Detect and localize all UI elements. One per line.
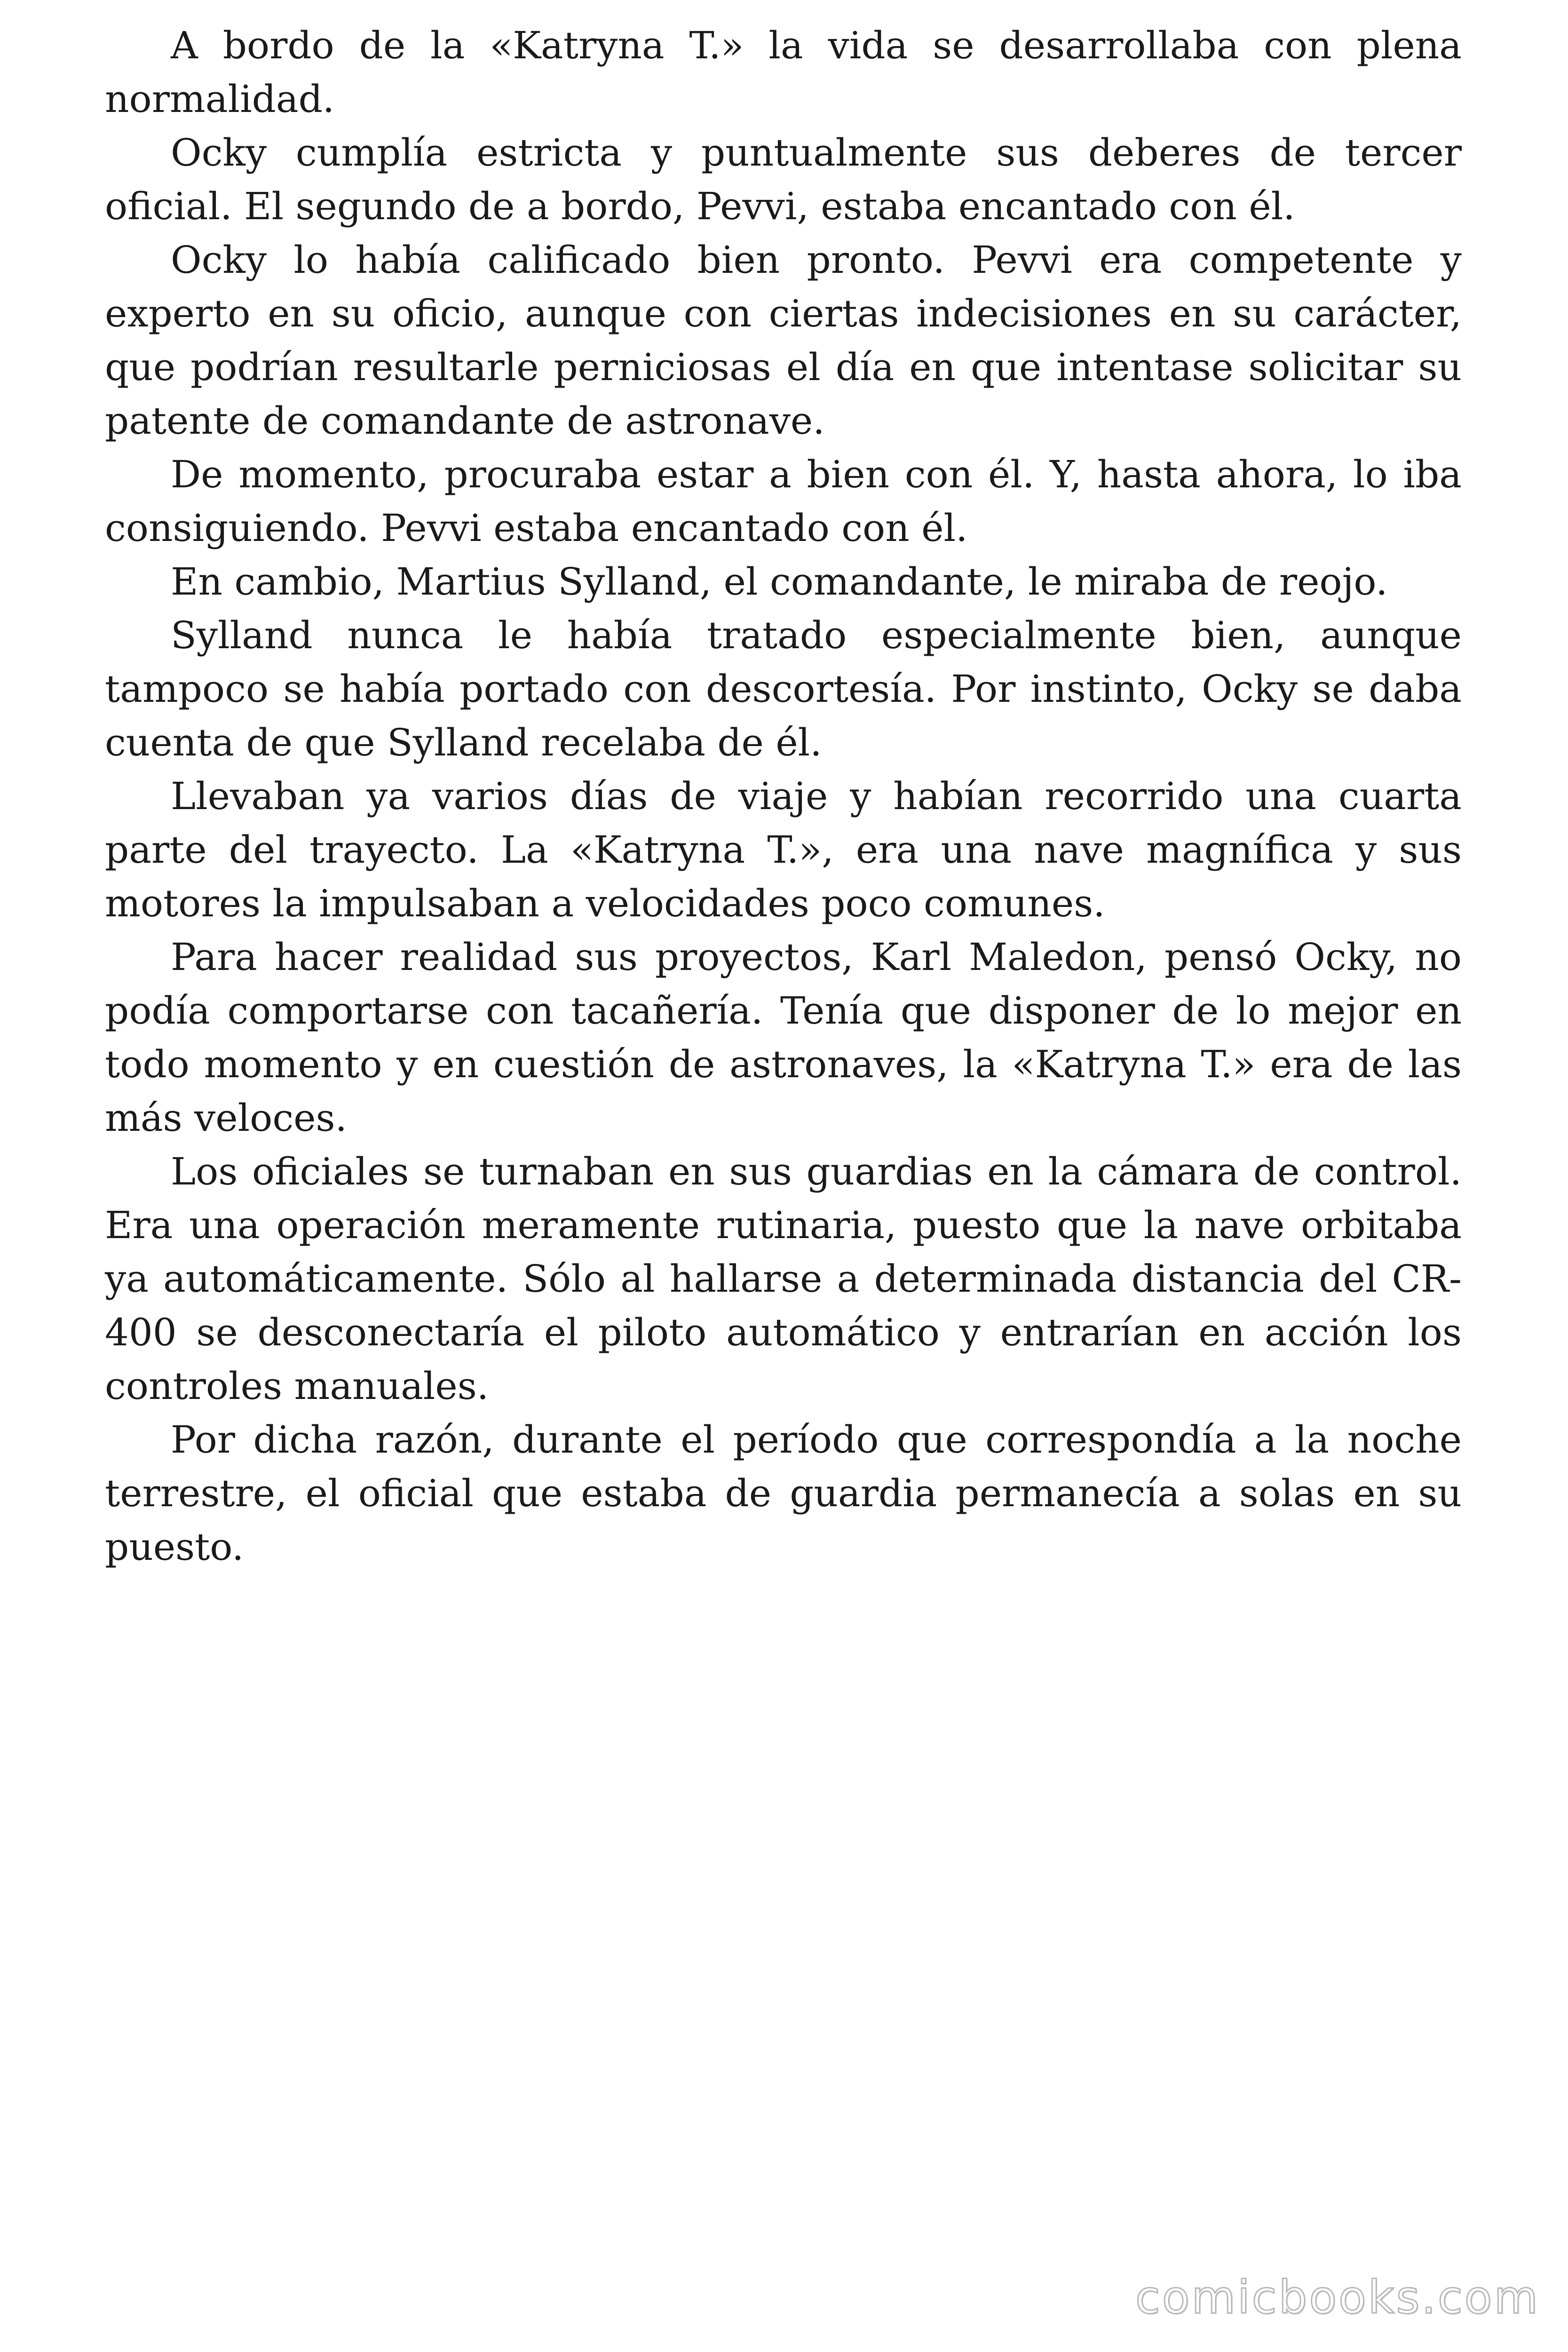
paragraph: Los oficiales se turnaban en sus guardias en la cámara de control. Era una operación meramente rutinaria, puesto que la nave orbitaba ya automáticamente. Sólo al hallarse a determinada distancia del CR-400 se desconectaría el piloto automático y entrarían en acción los controles manuales. — [105, 1150, 1462, 1408]
paragraph: Sylland nunca le había tratado especialmente bien, aunque tampoco se había portado con descortesía. Por instinto, Ocky se daba cuenta de que Sylland recelaba de él. — [105, 613, 1462, 764]
paragraph: A bordo de la «Katryna T.» la vida se desarrollaba con plena normalidad. — [105, 24, 1462, 121]
watermark: comicbooks.com — [1135, 2271, 1540, 2324]
paragraph: Para hacer realidad sus proyectos, Karl Maledon, pensó Ocky, no podía comportarse con tacañería. Tenía que disponer de lo mejor en todo momento y en cuestión de astronaves, la «Katryna T.» era de las más veloces. — [105, 935, 1462, 1140]
body-text — [105, 19, 1462, 1574]
paragraph: Por dicha razón, durante el período que correspondía a la noche terrestre, el oficial que estaba de guardia permanecía a solas en su puesto. — [105, 1418, 1462, 1569]
paragraph: De momento, procuraba estar a bien con él. Y, hasta ahora, lo iba consiguiendo. Pevvi estaba encantado con él. — [105, 453, 1462, 550]
paragraph: Ocky lo había calificado bien pronto. Pevvi era competente y experto en su oficio, aunque con ciertas indecisiones en su carácter, que podrían resultarle perniciosas el día en que intentase solicitar su patente de comandante de astronave. — [105, 238, 1462, 443]
paragraph: En cambio, Martius Sylland, el comandante, le miraba de reojo. — [171, 560, 1388, 604]
paragraph: Llevaban ya varios días de viaje y habían recorrido una cuarta parte del trayecto. La «Katryna T.», era una nave magnífica y sus motores la impulsaban a velocidades poco comunes. — [105, 774, 1462, 925]
paragraph: Ocky cumplía estricta y puntualmente sus deberes de tercer oficial. El segundo de a bordo, Pevvi, estaba encantado con él. — [105, 131, 1462, 228]
